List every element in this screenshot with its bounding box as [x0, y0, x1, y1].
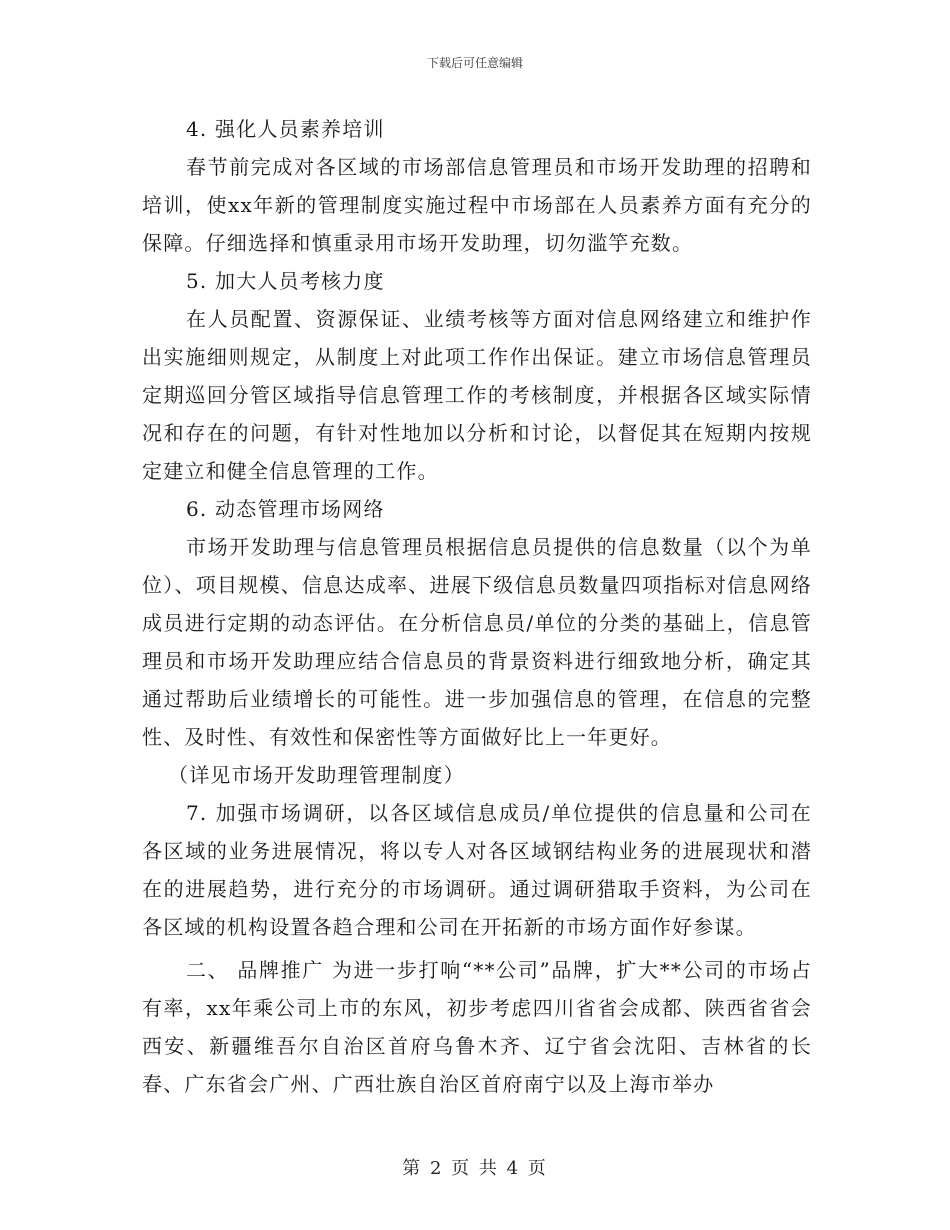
body-paragraph: 市场开发助理与信息管理员根据信息员提供的信息数量（以个为单位）、项目规模、信息达成率、进展下级信息员数量四项指标对信息网络成员进行定期的动态评估。在分析信息员/单位的分类的基础上，信息管理员和市场开发助理应结合信息员的背景资料进行细致地分析，确定其通过帮助后业绩增长的可能性。进一步加强信息的管理，在信息的完整性、及时性、有效性和保密性等方面做好比上一年更好。: [142, 535, 812, 749]
body-paragraph: 7. 加强市场调研，以各区域信息成员/单位提供的信息量和公司在各区域的业务进展情况，将以专人对各区域钢结构业务的进展现状和潜在的进展趋势，进行充分的市场调研。通过调研猎取手资料，为公司在各区域的机构设置各趋合理和公司在开拓新的市场方面作好参谋。: [142, 801, 812, 939]
body-paragraph: 春节前完成对各区域的市场部信息管理员和市场开发助理的招聘和培训，使xx年新的管理制度实施过程中市场部在人员素养方面有充分的保障。仔细选择和慎重录用市场开发助理，切勿滥竽充数。: [142, 155, 812, 255]
section-heading: 6. 动态管理市场网络: [186, 497, 385, 521]
body-paragraph: 在人员配置、资源保证、业绩考核等方面对信息网络建立和维护作出实施细则规定，从制度上对此项工作作出保证。建立市场信息管理员定期巡回分管区域指导信息管理工作的考核制度，并根据各区域实际情况和存在的问题，有针对性地加以分析和讨论，以督促其在短期内按规定建立和健全信息管理的工作。: [142, 307, 812, 483]
body-paragraph: 二、 品牌推广 为进一步打响“**公司”品牌，扩大**公司的市场占有率，xx年乘公司上市的东风，初步考虑四川省省会成都、陕西省省会西安、新疆维吾尔自治区首府乌鲁木齐、辽宁省会沈阳、吉林省的长春、广东省会广州、广西壮族自治区首府南宁以及上海市举办: [142, 958, 812, 1096]
page-header: 下载后可任意编辑: [426, 56, 523, 70]
page-number: 第 2 页 共 4 页: [402, 1158, 548, 1179]
reference-note: （详见市场开发助理管理制度）: [168, 763, 465, 787]
document-body: [142, 110, 812, 1103]
section-heading: 4. 强化人员素养培训: [186, 117, 385, 141]
section-heading: 5. 加大人员考核力度: [186, 269, 385, 293]
